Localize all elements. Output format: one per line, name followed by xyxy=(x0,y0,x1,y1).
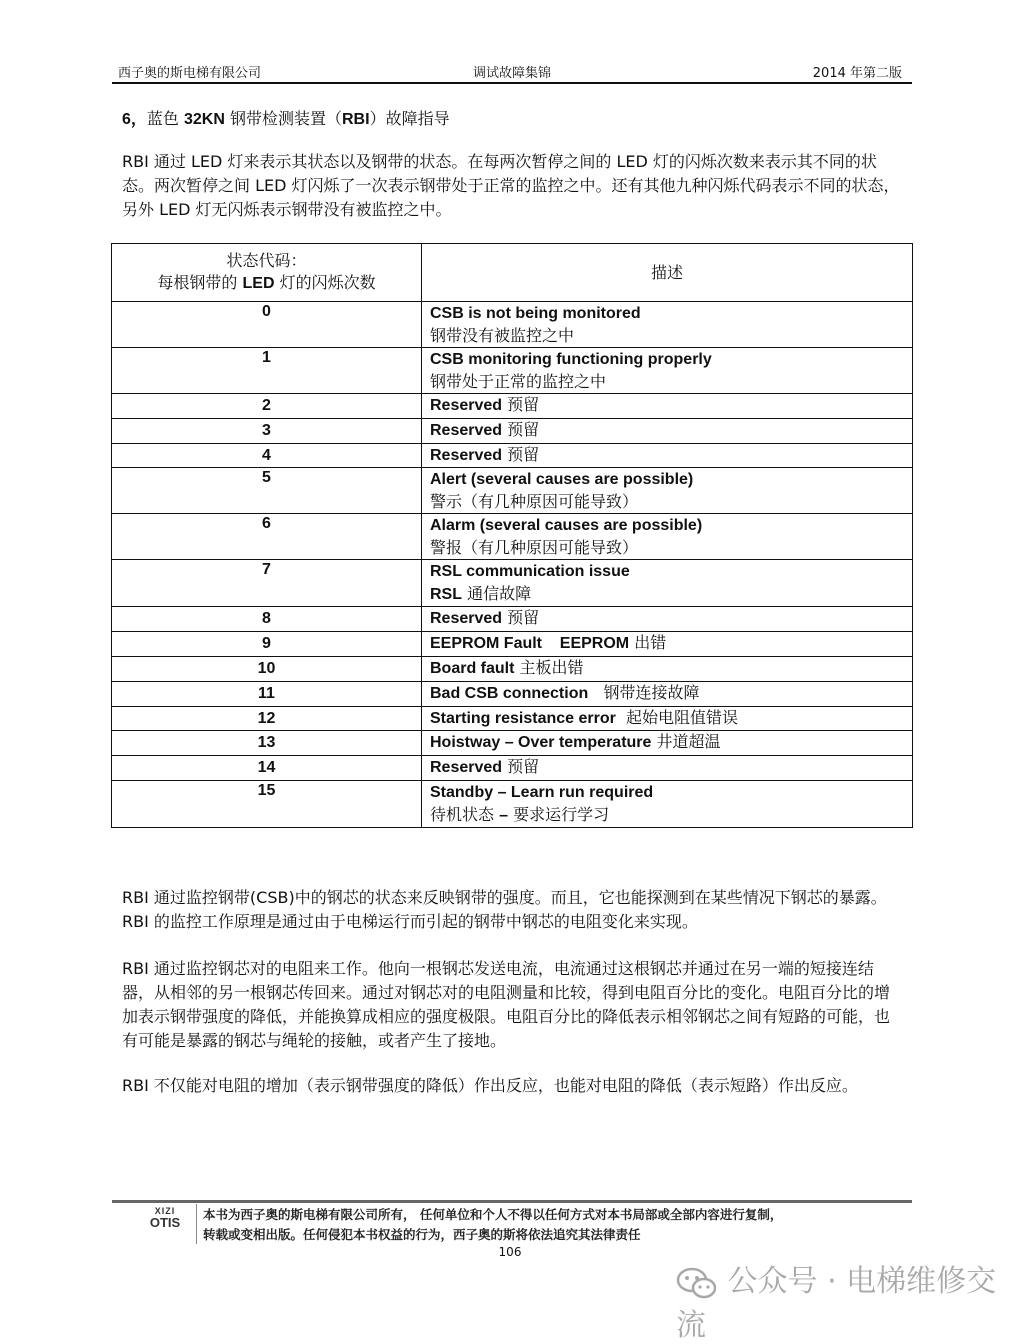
header-rule xyxy=(112,82,912,84)
row-description xyxy=(422,656,913,681)
row-code: 13 xyxy=(112,731,422,756)
otis-logo xyxy=(140,1206,190,1230)
row-description xyxy=(422,706,913,731)
row-description xyxy=(422,756,913,781)
row-code: 2 xyxy=(112,394,422,419)
row-desc-en: Reserved xyxy=(430,421,503,439)
header-code-line2-bold: LED xyxy=(242,275,275,292)
footer-rule xyxy=(112,1200,912,1203)
row-code: 9 xyxy=(112,632,422,657)
logo-line-2: OTIS xyxy=(149,1215,181,1230)
table-row xyxy=(112,780,913,827)
row-desc-en: Reserved xyxy=(430,610,503,628)
body-paragraph-1: RBI 通过监控钢带(CSB)中的钢芯的状态来反映钢带的强度。而且，它也能探测到在某些情况下钢芯的暴露。RBI 的监控工作原理是通过由于电梯运行而引起的钢带中钢芯的电阻变化来实现。 xyxy=(122,888,887,931)
row-desc-zh: 预留 xyxy=(502,757,540,777)
row-desc-zh-pre: 待机状态 xyxy=(430,804,500,824)
row-desc-zh: 钢带没有被监控之中 xyxy=(430,326,575,345)
footer-divider xyxy=(196,1204,197,1244)
row-description xyxy=(422,607,913,632)
row-code: 1 xyxy=(112,348,422,394)
footer-copyright xyxy=(203,1205,903,1245)
page-number: 106 xyxy=(498,1245,522,1259)
row-code: 12 xyxy=(112,706,422,731)
row-description xyxy=(422,731,913,756)
header-document-title: 调试故障集锦 xyxy=(472,66,551,81)
row-desc-zh: 起始电阻值错误 xyxy=(615,707,739,727)
row-desc-en: CSB is not being monitored xyxy=(430,305,641,322)
watermark xyxy=(676,1256,1020,1343)
row-code: 7 xyxy=(112,560,422,607)
header-edition: 2014 年第二版 xyxy=(812,66,902,81)
table-row xyxy=(112,656,913,681)
table-header-row xyxy=(112,244,913,302)
wechat-icon xyxy=(676,1266,718,1300)
row-code: 14 xyxy=(112,756,422,781)
row-desc-en: Standby – Learn run required xyxy=(430,783,654,801)
row-desc-en: Hoistway – Over temperature xyxy=(430,734,652,752)
row-desc-zh: 预留 xyxy=(502,608,540,628)
table-row xyxy=(112,348,913,394)
header-code-line2-post: 灯的闪烁次数 xyxy=(274,273,376,292)
row-description xyxy=(422,632,913,657)
row-desc-zh: 预留 xyxy=(502,395,540,414)
table-row xyxy=(112,756,913,781)
row-description xyxy=(422,514,913,560)
row-code: 6 xyxy=(112,514,422,560)
row-code: 11 xyxy=(112,681,422,706)
table-row xyxy=(112,302,913,348)
table-row xyxy=(112,394,913,419)
section-title-mid: 钢带检测装置（ xyxy=(224,109,342,128)
copyright-line-2: 转载或变相出版。任何侵犯本书权益的行为，西子奥的斯将依法追究其法律责任 xyxy=(203,1227,641,1242)
section-title-bold-1: 32KN xyxy=(184,111,225,128)
body-paragraph-2: RBI 通过监控钢芯对的电阻来工作。他向一根钢芯发送电流，电流通过这根钢芯并通过在另一端的短接连结器，从相邻的另一根钢芯传回来。通过对钢芯对的电阻测量和比较，得到电阻百分比的变化。电阻百分比的增加表示钢带强度的降低，并能换算成相应的强度极限。电阻百分比的降低表示相邻钢芯之间有短路的可能，也有可能是暴露的钢芯与绳轮的接触，或者产生了接地。 xyxy=(122,959,891,1050)
row-desc-en: Reserved xyxy=(430,397,503,414)
row-desc-zh: 警报（有几种原因可能导致） xyxy=(430,538,639,558)
row-code: 10 xyxy=(112,656,422,681)
row-desc-en: EEPROM Fault EEPROM xyxy=(430,635,630,653)
row-code: 4 xyxy=(112,443,422,468)
table-row xyxy=(112,418,913,443)
row-desc-zh-en: RSL xyxy=(430,586,462,604)
row-code: 3 xyxy=(112,418,422,443)
row-description xyxy=(422,468,913,514)
table-row xyxy=(112,731,913,756)
row-desc-en: RSL communication issue xyxy=(430,563,630,581)
row-desc-en: Starting resistance error xyxy=(430,709,616,727)
intro-paragraph: RBI 通过 LED 灯来表示其状态以及钢带的状态。在每两次暂停之间的 LED 灯的闪烁次数来表示其不同的状态。两次暂停之间 LED 灯闪烁了一次表示钢带处于正常的监控之中。还有其他九种闪烁代码表示不同的状态，另外 LED 灯无闪烁表示钢带没有被监控之中。 xyxy=(122,152,900,219)
header-company: 西子奥的斯电梯有限公司 xyxy=(118,66,262,81)
row-description xyxy=(422,418,913,443)
watermark-text: 公众号 · 电梯维修交流 xyxy=(676,1264,997,1343)
row-code: 8 xyxy=(112,607,422,632)
table-row xyxy=(112,706,913,731)
copyright-line-1: 本书为西子奥的斯电梯有限公司所有， 任何单位和个人不得以任何方式对本书局部或全部内容进行复制， xyxy=(203,1207,783,1222)
table-row xyxy=(112,443,913,468)
table-row xyxy=(112,468,913,514)
body-paragraph-3: RBI 不仅能对电阻的增加（表示钢带强度的降低）作出反应，也能对电阻的降低（表示短路）作出反应。 xyxy=(122,1076,858,1095)
row-desc-zh: 通信故障 xyxy=(462,584,532,604)
row-desc-en: Alert (several causes are possible) xyxy=(430,471,694,489)
row-desc-zh: 钢带处于正常的监控之中 xyxy=(430,372,607,391)
row-desc-zh-dash: – xyxy=(499,806,508,824)
row-description xyxy=(422,560,913,607)
row-desc-zh: 主板出错 xyxy=(514,657,584,677)
row-desc-en: Alarm (several causes are possible) xyxy=(430,517,703,535)
table-row xyxy=(112,632,913,657)
section-title-prefix: 蓝色 xyxy=(146,109,184,128)
row-code: 5 xyxy=(112,468,422,514)
row-desc-en: CSB monitoring functioning properly xyxy=(430,351,712,368)
row-desc-en: Reserved xyxy=(430,759,503,777)
row-code: 15 xyxy=(112,780,422,827)
table-row xyxy=(112,560,913,607)
row-desc-zh: 出错 xyxy=(629,633,667,653)
table-row xyxy=(112,607,913,632)
row-description xyxy=(422,681,913,706)
section-title-suffix: ）故障指导 xyxy=(369,109,450,128)
row-desc-en: Board fault xyxy=(430,659,515,677)
row-desc-en: Bad CSB connection xyxy=(430,684,589,702)
page-header xyxy=(112,60,912,82)
row-desc-zh: 预留 xyxy=(502,419,540,439)
table-row xyxy=(112,514,913,560)
row-desc-zh: 警示（有几种原因可能导致） xyxy=(430,492,639,512)
status-code-table xyxy=(111,243,913,828)
row-description xyxy=(422,443,913,468)
row-description xyxy=(422,780,913,827)
header-status-code xyxy=(112,244,422,302)
header-description: 描述 xyxy=(422,244,913,302)
row-desc-zh: 要求运行学习 xyxy=(508,804,610,824)
header-code-line2-pre: 每根钢带的 xyxy=(157,273,243,292)
logo-line-1: XIZI xyxy=(154,1206,176,1216)
row-desc-en: Reserved xyxy=(430,446,503,464)
row-description xyxy=(422,302,913,348)
row-desc-zh: 预留 xyxy=(502,444,540,464)
row-desc-zh: 钢带连接故障 xyxy=(588,682,700,702)
row-description xyxy=(422,394,913,419)
row-desc-zh: 井道超温 xyxy=(651,732,721,752)
table-row xyxy=(112,681,913,706)
section-title-bold-2: RBI xyxy=(342,111,370,128)
section-number: 6， xyxy=(122,111,147,128)
header-code-line1: 状态代码： xyxy=(226,251,307,270)
row-code: 0 xyxy=(112,302,422,348)
row-description xyxy=(422,348,913,394)
section-title xyxy=(122,106,450,129)
